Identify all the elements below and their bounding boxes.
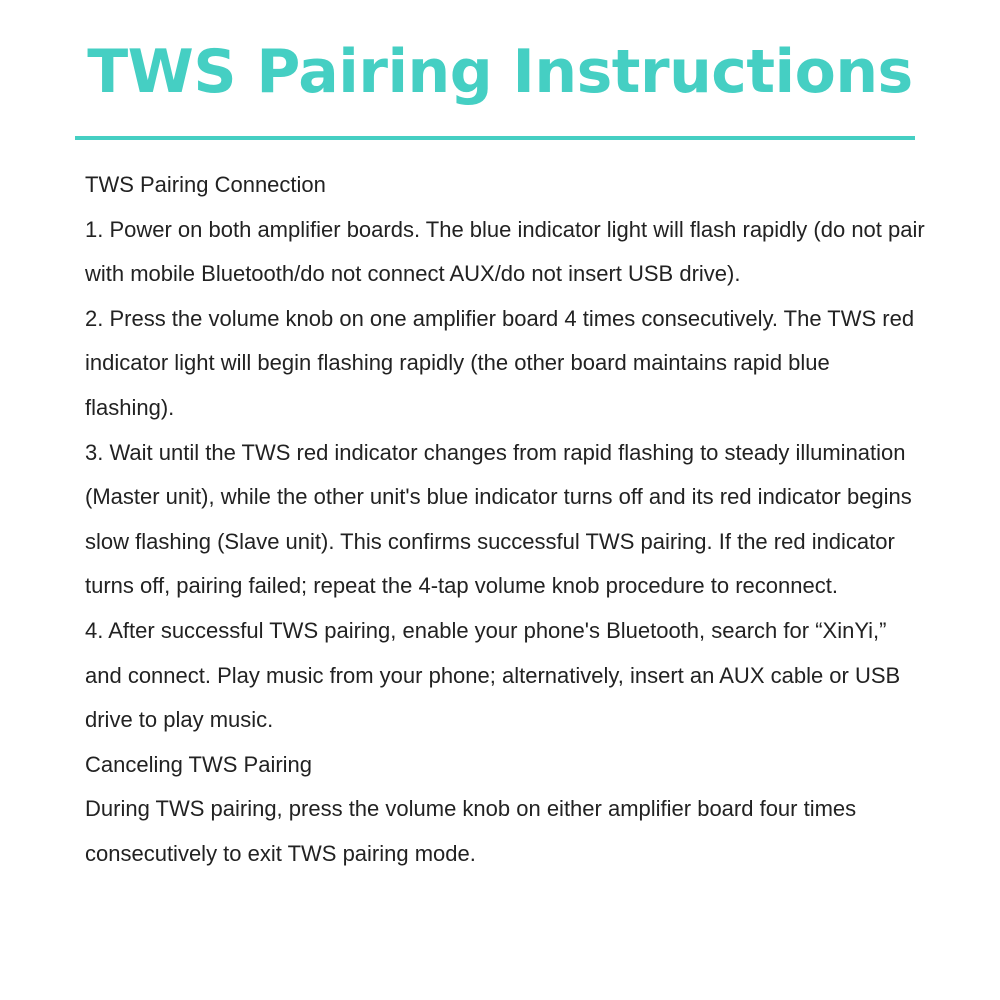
step-4: 4. After successful TWS pairing, enable your phone's Bluetooth, search for “XinYi,” and connect. Play music from your phone; alternatively, insert an AUX cable or USB drive to play music. <box>85 617 901 733</box>
instructions-body <box>85 163 925 877</box>
canceling-instructions: During TWS pairing, press the volume knob on either amplifier board four times consecutively to exit TWS pairing mode. <box>85 796 857 866</box>
step-1: 1. Power on both amplifier boards. The blue indicator light will flash rapidly (do not pair with mobile Bluetooth/do not connect AUX/do not insert USB drive). <box>85 216 925 287</box>
page-title: TWS Pairing Instructions <box>87 37 913 107</box>
step-2: 2. Press the volume knob on one amplifier board 4 times consecutively. The TWS red indicator light will begin flashing rapidly (the other board maintains rapid blue flashing). <box>85 305 915 420</box>
title-divider <box>75 136 915 140</box>
section-heading-canceling: Canceling TWS Pairing <box>85 751 313 777</box>
step-3: 3. Wait until the TWS red indicator changes from rapid flashing to steady illumination (Master unit), while the other unit's blue indicator turns off and its red indicator begins slow flashing (Slave unit). This confirms successful TWS pairing. If the red indicator turns off, pairing failed; repeat the 4-tap volume knob procedure to reconnect. <box>85 439 912 599</box>
section-heading-pairing: TWS Pairing Connection <box>85 172 326 197</box>
